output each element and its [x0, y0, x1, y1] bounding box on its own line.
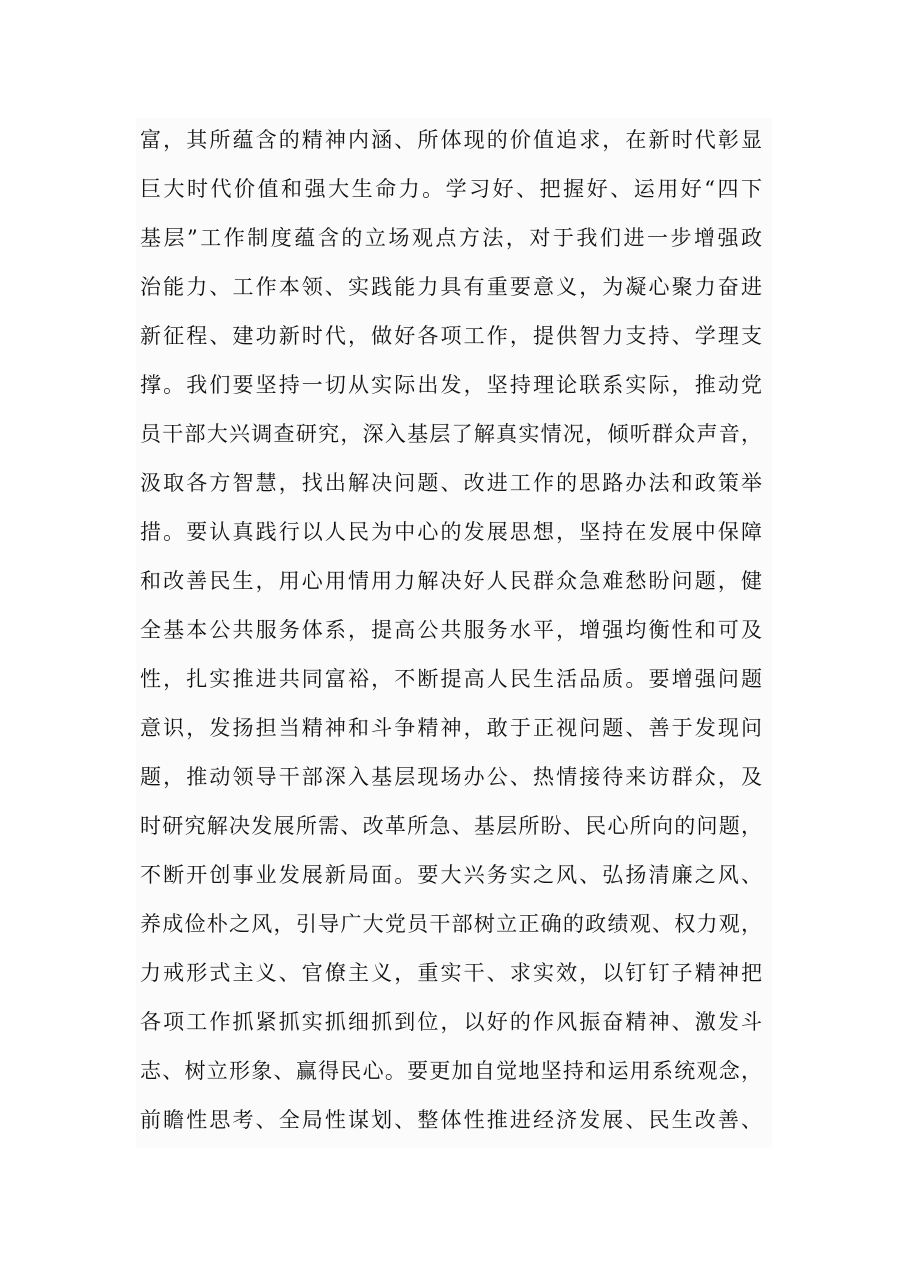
text-line: 和改善民生，用心用情用力解决好人民群众急难愁盼问题，健 — [140, 569, 762, 593]
text-line: 新征程、建功新时代，做好各项工作，提供智力支持、学理支 — [140, 324, 762, 348]
text-line: 富，其所蕴含的精神内涵、所体现的价值追求，在新时代彰显 — [140, 128, 762, 152]
text-line: 性，扎实推进共同富裕，不断提高人民生活品质。要增强问题 — [140, 667, 762, 691]
text-line: 治能力、工作本领、实践能力具有重要意义，为凝心聚力奋进 — [140, 275, 762, 299]
text-line: 员干部大兴调查研究，深入基层了解真实情况，倾听群众声音， — [140, 422, 762, 446]
text-line: 力戒形式主义、官僚主义，重实干、求实效，以钉钉子精神把 — [140, 961, 762, 985]
text-line: 各项工作抓紧抓实抓细抓到位，以好的作风振奋精神、激发斗 — [140, 1010, 762, 1034]
text-line: 基层”工作制度蕴含的立场观点方法，对于我们进一步增强政 — [140, 226, 762, 250]
text-line: 全基本公共服务体系，提高公共服务水平，增强均衡性和可及 — [140, 618, 762, 642]
text-line: 不断开创事业发展新局面。要大兴务实之风、弘扬清廉之风、 — [140, 863, 762, 887]
text-line: 题，推动领导干部深入基层现场办公、热情接待来访群众，及 — [140, 765, 762, 789]
text-line: 巨大时代价值和强大生命力。学习好、把握好、运用好“四下 — [140, 177, 762, 201]
text-line: 汲取各方智慧，找出解决问题、改进工作的思路办法和政策举 — [140, 471, 762, 495]
text-line: 养成俭朴之风，引导广大党员干部树立正确的政绩观、权力观， — [140, 912, 762, 936]
body-text-block — [136, 118, 772, 1148]
text-line: 撑。我们要坚持一切从实际出发，坚持理论联系实际，推动党 — [140, 373, 762, 397]
text-line: 志、树立形象、赢得民心。要更加自觉地坚持和运用系统观念， — [140, 1059, 762, 1083]
text-line: 前瞻性思考、全局性谋划、整体性推进经济发展、民生改善、 — [140, 1108, 762, 1132]
text-line: 意识，发扬担当精神和斗争精神，敢于正视问题、善于发现问 — [140, 716, 762, 740]
text-line: 时研究解决发展所需、改革所急、基层所盼、民心所向的问题， — [140, 814, 762, 838]
text-line: 措。要认真践行以人民为中心的发展思想，坚持在发展中保障 — [140, 520, 762, 544]
